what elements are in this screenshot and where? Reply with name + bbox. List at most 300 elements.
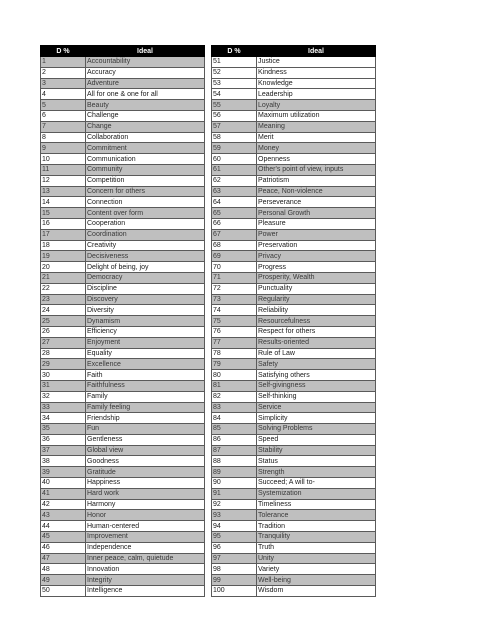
row-ideal: Results-oriented — [257, 337, 376, 348]
row-ideal: Gentleness — [86, 434, 205, 445]
table-row — [212, 57, 376, 68]
row-number: 92 — [212, 499, 257, 510]
row-ideal: Money — [257, 143, 376, 154]
row-number: 34 — [41, 413, 86, 424]
row-ideal: Openness — [257, 154, 376, 165]
row-number: 78 — [212, 348, 257, 359]
row-ideal: Coordination — [86, 229, 205, 240]
row-number: 70 — [212, 262, 257, 273]
row-ideal: Variety — [257, 564, 376, 575]
row-ideal: Dynamism — [86, 316, 205, 327]
row-ideal: Equality — [86, 348, 205, 359]
ideals-table-left — [40, 45, 205, 597]
row-number: 42 — [41, 499, 86, 510]
row-ideal: Truth — [257, 542, 376, 553]
row-ideal: Satisfying others — [257, 370, 376, 381]
row-ideal: Faithfulness — [86, 380, 205, 391]
row-ideal: Kindness — [257, 67, 376, 78]
header-num: D % — [41, 46, 86, 57]
table-row — [41, 402, 205, 413]
table-row — [212, 89, 376, 100]
table-row — [41, 251, 205, 262]
row-number: 75 — [212, 316, 257, 327]
table-row — [212, 229, 376, 240]
row-number: 64 — [212, 197, 257, 208]
row-number: 50 — [41, 586, 86, 597]
table-row — [212, 510, 376, 521]
row-number: 91 — [212, 488, 257, 499]
row-ideal: Reliability — [257, 305, 376, 316]
row-ideal: Independence — [86, 542, 205, 553]
row-number: 89 — [212, 467, 257, 478]
row-number: 67 — [212, 229, 257, 240]
row-ideal: Discovery — [86, 294, 205, 305]
row-ideal: Harmony — [86, 499, 205, 510]
row-number: 84 — [212, 413, 257, 424]
row-ideal: Faith — [86, 370, 205, 381]
table-row — [212, 132, 376, 143]
row-ideal: Concern for others — [86, 186, 205, 197]
row-number: 53 — [212, 78, 257, 89]
row-ideal: Family feeling — [86, 402, 205, 413]
row-ideal: Solving Problems — [257, 424, 376, 435]
row-number: 87 — [212, 445, 257, 456]
row-ideal: Meaning — [257, 121, 376, 132]
row-ideal: Family — [86, 391, 205, 402]
row-ideal: Rule of Law — [257, 348, 376, 359]
table-row — [41, 89, 205, 100]
row-ideal: Stability — [257, 445, 376, 456]
row-number: 39 — [41, 467, 86, 478]
table-row — [212, 121, 376, 132]
row-number: 18 — [41, 240, 86, 251]
row-number: 28 — [41, 348, 86, 359]
row-number: 46 — [41, 542, 86, 553]
row-ideal: Unity — [257, 553, 376, 564]
header-ideal: Ideal — [86, 46, 205, 57]
row-number: 86 — [212, 434, 257, 445]
table-row — [212, 553, 376, 564]
row-ideal: Content over form — [86, 208, 205, 219]
table-row — [41, 553, 205, 564]
row-number: 8 — [41, 132, 86, 143]
table-row — [41, 121, 205, 132]
row-ideal: Honor — [86, 510, 205, 521]
row-ideal: Beauty — [86, 100, 205, 111]
table-row — [41, 186, 205, 197]
row-number: 23 — [41, 294, 86, 305]
table-row — [212, 402, 376, 413]
row-number: 12 — [41, 175, 86, 186]
table-row — [41, 208, 205, 219]
table-header-row — [41, 46, 205, 57]
row-ideal: Delight of being, joy — [86, 262, 205, 273]
table-row — [41, 218, 205, 229]
row-ideal: Adventure — [86, 78, 205, 89]
row-ideal: Cooperation — [86, 218, 205, 229]
row-ideal: Simplicity — [257, 413, 376, 424]
row-number: 97 — [212, 553, 257, 564]
table-row — [41, 143, 205, 154]
row-number: 52 — [212, 67, 257, 78]
row-ideal: Resourcefulness — [257, 316, 376, 327]
table-row — [212, 467, 376, 478]
row-ideal: Wisdom — [257, 586, 376, 597]
table-row — [212, 294, 376, 305]
row-number: 29 — [41, 359, 86, 370]
table-row — [41, 78, 205, 89]
table-body-left — [41, 57, 205, 597]
table-row — [212, 542, 376, 553]
row-ideal: Respect for others — [257, 326, 376, 337]
row-number: 14 — [41, 197, 86, 208]
row-number: 40 — [41, 478, 86, 489]
row-number: 85 — [212, 424, 257, 435]
row-number: 81 — [212, 380, 257, 391]
row-ideal: Democracy — [86, 272, 205, 283]
table-row — [41, 467, 205, 478]
table-row — [41, 478, 205, 489]
row-number: 24 — [41, 305, 86, 316]
row-number: 88 — [212, 456, 257, 467]
row-number: 68 — [212, 240, 257, 251]
row-ideal: Enjoyment — [86, 337, 205, 348]
row-ideal: Inner peace, calm, quietude — [86, 553, 205, 564]
ideals-table-right — [211, 45, 376, 597]
table-row — [41, 542, 205, 553]
row-number: 80 — [212, 370, 257, 381]
row-number: 60 — [212, 154, 257, 165]
table-row — [212, 370, 376, 381]
row-number: 35 — [41, 424, 86, 435]
row-ideal: Progress — [257, 262, 376, 273]
row-number: 54 — [212, 89, 257, 100]
row-ideal: Justice — [257, 57, 376, 68]
table-row — [212, 175, 376, 186]
row-ideal: Service — [257, 402, 376, 413]
row-number: 41 — [41, 488, 86, 499]
table-row — [41, 294, 205, 305]
table-row — [212, 521, 376, 532]
row-ideal: Prosperity, Wealth — [257, 272, 376, 283]
table-row — [212, 575, 376, 586]
table-row — [212, 208, 376, 219]
row-number: 11 — [41, 164, 86, 175]
row-number: 69 — [212, 251, 257, 262]
row-number: 7 — [41, 121, 86, 132]
row-ideal: Perseverance — [257, 197, 376, 208]
row-number: 71 — [212, 272, 257, 283]
row-number: 63 — [212, 186, 257, 197]
table-row — [41, 272, 205, 283]
table-row — [41, 283, 205, 294]
table-row — [212, 456, 376, 467]
row-number: 58 — [212, 132, 257, 143]
table-row — [41, 154, 205, 165]
row-number: 55 — [212, 100, 257, 111]
row-number: 36 — [41, 434, 86, 445]
row-number: 22 — [41, 283, 86, 294]
row-ideal: Creativity — [86, 240, 205, 251]
table-row — [41, 262, 205, 273]
row-ideal: Challenge — [86, 110, 205, 121]
row-ideal: Pleasure — [257, 218, 376, 229]
row-ideal: Competition — [86, 175, 205, 186]
table-row — [212, 283, 376, 294]
table-row — [212, 499, 376, 510]
row-number: 15 — [41, 208, 86, 219]
row-number: 65 — [212, 208, 257, 219]
row-ideal: Merit — [257, 132, 376, 143]
row-ideal: Preservation — [257, 240, 376, 251]
row-ideal: Innovation — [86, 564, 205, 575]
row-number: 27 — [41, 337, 86, 348]
row-ideal: Discipline — [86, 283, 205, 294]
row-ideal: Human-centered — [86, 521, 205, 532]
row-number: 9 — [41, 143, 86, 154]
table-row — [212, 305, 376, 316]
row-ideal: Collaboration — [86, 132, 205, 143]
row-ideal: Tranquility — [257, 532, 376, 543]
table-row — [41, 110, 205, 121]
row-ideal: Status — [257, 456, 376, 467]
row-ideal: Strength — [257, 467, 376, 478]
row-ideal: Succeed; A will to- — [257, 478, 376, 489]
row-ideal: Loyalty — [257, 100, 376, 111]
row-number: 13 — [41, 186, 86, 197]
row-number: 73 — [212, 294, 257, 305]
row-number: 10 — [41, 154, 86, 165]
row-ideal: Timeliness — [257, 499, 376, 510]
row-ideal: Excellence — [86, 359, 205, 370]
row-number: 33 — [41, 402, 86, 413]
row-ideal: Leadership — [257, 89, 376, 100]
row-number: 96 — [212, 542, 257, 553]
row-ideal: Community — [86, 164, 205, 175]
table-row — [41, 510, 205, 521]
table-row — [212, 100, 376, 111]
row-ideal: Change — [86, 121, 205, 132]
row-number: 1 — [41, 57, 86, 68]
row-ideal: Gratitude — [86, 467, 205, 478]
row-number: 93 — [212, 510, 257, 521]
row-ideal: Systemization — [257, 488, 376, 499]
row-number: 95 — [212, 532, 257, 543]
table-row — [212, 186, 376, 197]
row-number: 72 — [212, 283, 257, 294]
table-row — [41, 100, 205, 111]
row-number: 82 — [212, 391, 257, 402]
table-row — [212, 251, 376, 262]
row-ideal: Communication — [86, 154, 205, 165]
row-number: 37 — [41, 445, 86, 456]
row-ideal: Patriotism — [257, 175, 376, 186]
row-number: 2 — [41, 67, 86, 78]
row-ideal: Tolerance — [257, 510, 376, 521]
table-row — [41, 359, 205, 370]
row-number: 16 — [41, 218, 86, 229]
row-number: 77 — [212, 337, 257, 348]
table-row — [41, 499, 205, 510]
table-row — [212, 272, 376, 283]
row-ideal: Privacy — [257, 251, 376, 262]
table-row — [212, 445, 376, 456]
table-row — [212, 380, 376, 391]
row-number: 38 — [41, 456, 86, 467]
table-row — [41, 348, 205, 359]
row-ideal: All for one & one for all — [86, 89, 205, 100]
row-ideal: Integrity — [86, 575, 205, 586]
table-row — [212, 78, 376, 89]
row-ideal: Self-thinking — [257, 391, 376, 402]
table-row — [212, 359, 376, 370]
table-row — [41, 424, 205, 435]
row-number: 47 — [41, 553, 86, 564]
table-row — [41, 240, 205, 251]
row-number: 45 — [41, 532, 86, 543]
row-number: 43 — [41, 510, 86, 521]
row-ideal: Efficiency — [86, 326, 205, 337]
row-number: 4 — [41, 89, 86, 100]
table-row — [212, 391, 376, 402]
row-number: 59 — [212, 143, 257, 154]
row-ideal: Safety — [257, 359, 376, 370]
row-number: 74 — [212, 305, 257, 316]
table-row — [212, 424, 376, 435]
table-row — [41, 434, 205, 445]
row-ideal: Accuracy — [86, 67, 205, 78]
row-number: 90 — [212, 478, 257, 489]
table-row — [212, 348, 376, 359]
row-number: 26 — [41, 326, 86, 337]
row-number: 30 — [41, 370, 86, 381]
row-ideal: Fun — [86, 424, 205, 435]
row-ideal: Happiness — [86, 478, 205, 489]
row-ideal: Decisiveness — [86, 251, 205, 262]
row-ideal: Friendship — [86, 413, 205, 424]
row-number: 25 — [41, 316, 86, 327]
table-row — [212, 218, 376, 229]
table-row — [212, 262, 376, 273]
table-row — [212, 488, 376, 499]
table-row — [41, 326, 205, 337]
table-row — [212, 240, 376, 251]
row-ideal: Tradition — [257, 521, 376, 532]
row-ideal: Speed — [257, 434, 376, 445]
table-row — [41, 305, 205, 316]
table-row — [41, 316, 205, 327]
row-number: 57 — [212, 121, 257, 132]
table-row — [212, 164, 376, 175]
table-row — [41, 197, 205, 208]
header-num: D % — [212, 46, 257, 57]
table-row — [41, 337, 205, 348]
row-number: 83 — [212, 402, 257, 413]
row-number: 56 — [212, 110, 257, 121]
table-row — [41, 67, 205, 78]
row-number: 51 — [212, 57, 257, 68]
table-body-right — [212, 57, 376, 597]
row-ideal: Power — [257, 229, 376, 240]
table-row — [41, 456, 205, 467]
row-ideal: Punctuality — [257, 283, 376, 294]
row-ideal: Intelligence — [86, 586, 205, 597]
table-row — [41, 413, 205, 424]
table-row — [41, 488, 205, 499]
row-number: 100 — [212, 586, 257, 597]
row-number: 19 — [41, 251, 86, 262]
table-row — [41, 164, 205, 175]
table-row — [212, 337, 376, 348]
table-row — [212, 197, 376, 208]
table-row — [41, 521, 205, 532]
row-number: 76 — [212, 326, 257, 337]
row-number: 61 — [212, 164, 257, 175]
row-number: 6 — [41, 110, 86, 121]
row-number: 99 — [212, 575, 257, 586]
row-number: 79 — [212, 359, 257, 370]
row-number: 66 — [212, 218, 257, 229]
row-ideal: Accountability — [86, 57, 205, 68]
table-row — [41, 380, 205, 391]
table-row — [41, 575, 205, 586]
row-ideal: Connection — [86, 197, 205, 208]
row-number: 49 — [41, 575, 86, 586]
row-ideal: Global view — [86, 445, 205, 456]
row-ideal: Peace, Non-violence — [257, 186, 376, 197]
row-number: 62 — [212, 175, 257, 186]
table-row — [41, 564, 205, 575]
row-ideal: Commitment — [86, 143, 205, 154]
table-row — [41, 391, 205, 402]
row-ideal: Maximum utilization — [257, 110, 376, 121]
table-row — [212, 532, 376, 543]
table-row — [212, 326, 376, 337]
row-number: 17 — [41, 229, 86, 240]
table-row — [212, 67, 376, 78]
row-ideal: Goodness — [86, 456, 205, 467]
row-ideal: Other's point of view, inputs — [257, 164, 376, 175]
table-row — [41, 586, 205, 597]
row-number: 3 — [41, 78, 86, 89]
row-ideal: Well-being — [257, 575, 376, 586]
row-ideal: Knowledge — [257, 78, 376, 89]
row-ideal: Hard work — [86, 488, 205, 499]
row-number: 94 — [212, 521, 257, 532]
table-row — [212, 316, 376, 327]
row-ideal: Diversity — [86, 305, 205, 316]
row-ideal: Self-givingness — [257, 380, 376, 391]
table-header-row — [212, 46, 376, 57]
table-row — [41, 132, 205, 143]
row-ideal: Personal Growth — [257, 208, 376, 219]
table-row — [212, 478, 376, 489]
row-number: 48 — [41, 564, 86, 575]
table-row — [41, 370, 205, 381]
table-row — [41, 57, 205, 68]
table-row — [212, 564, 376, 575]
row-number: 31 — [41, 380, 86, 391]
row-ideal: Improvement — [86, 532, 205, 543]
table-row — [212, 434, 376, 445]
table-row — [41, 175, 205, 186]
row-ideal: Regularity — [257, 294, 376, 305]
table-row — [212, 110, 376, 121]
table-row — [41, 229, 205, 240]
header-ideal: Ideal — [257, 46, 376, 57]
row-number: 44 — [41, 521, 86, 532]
row-number: 20 — [41, 262, 86, 273]
